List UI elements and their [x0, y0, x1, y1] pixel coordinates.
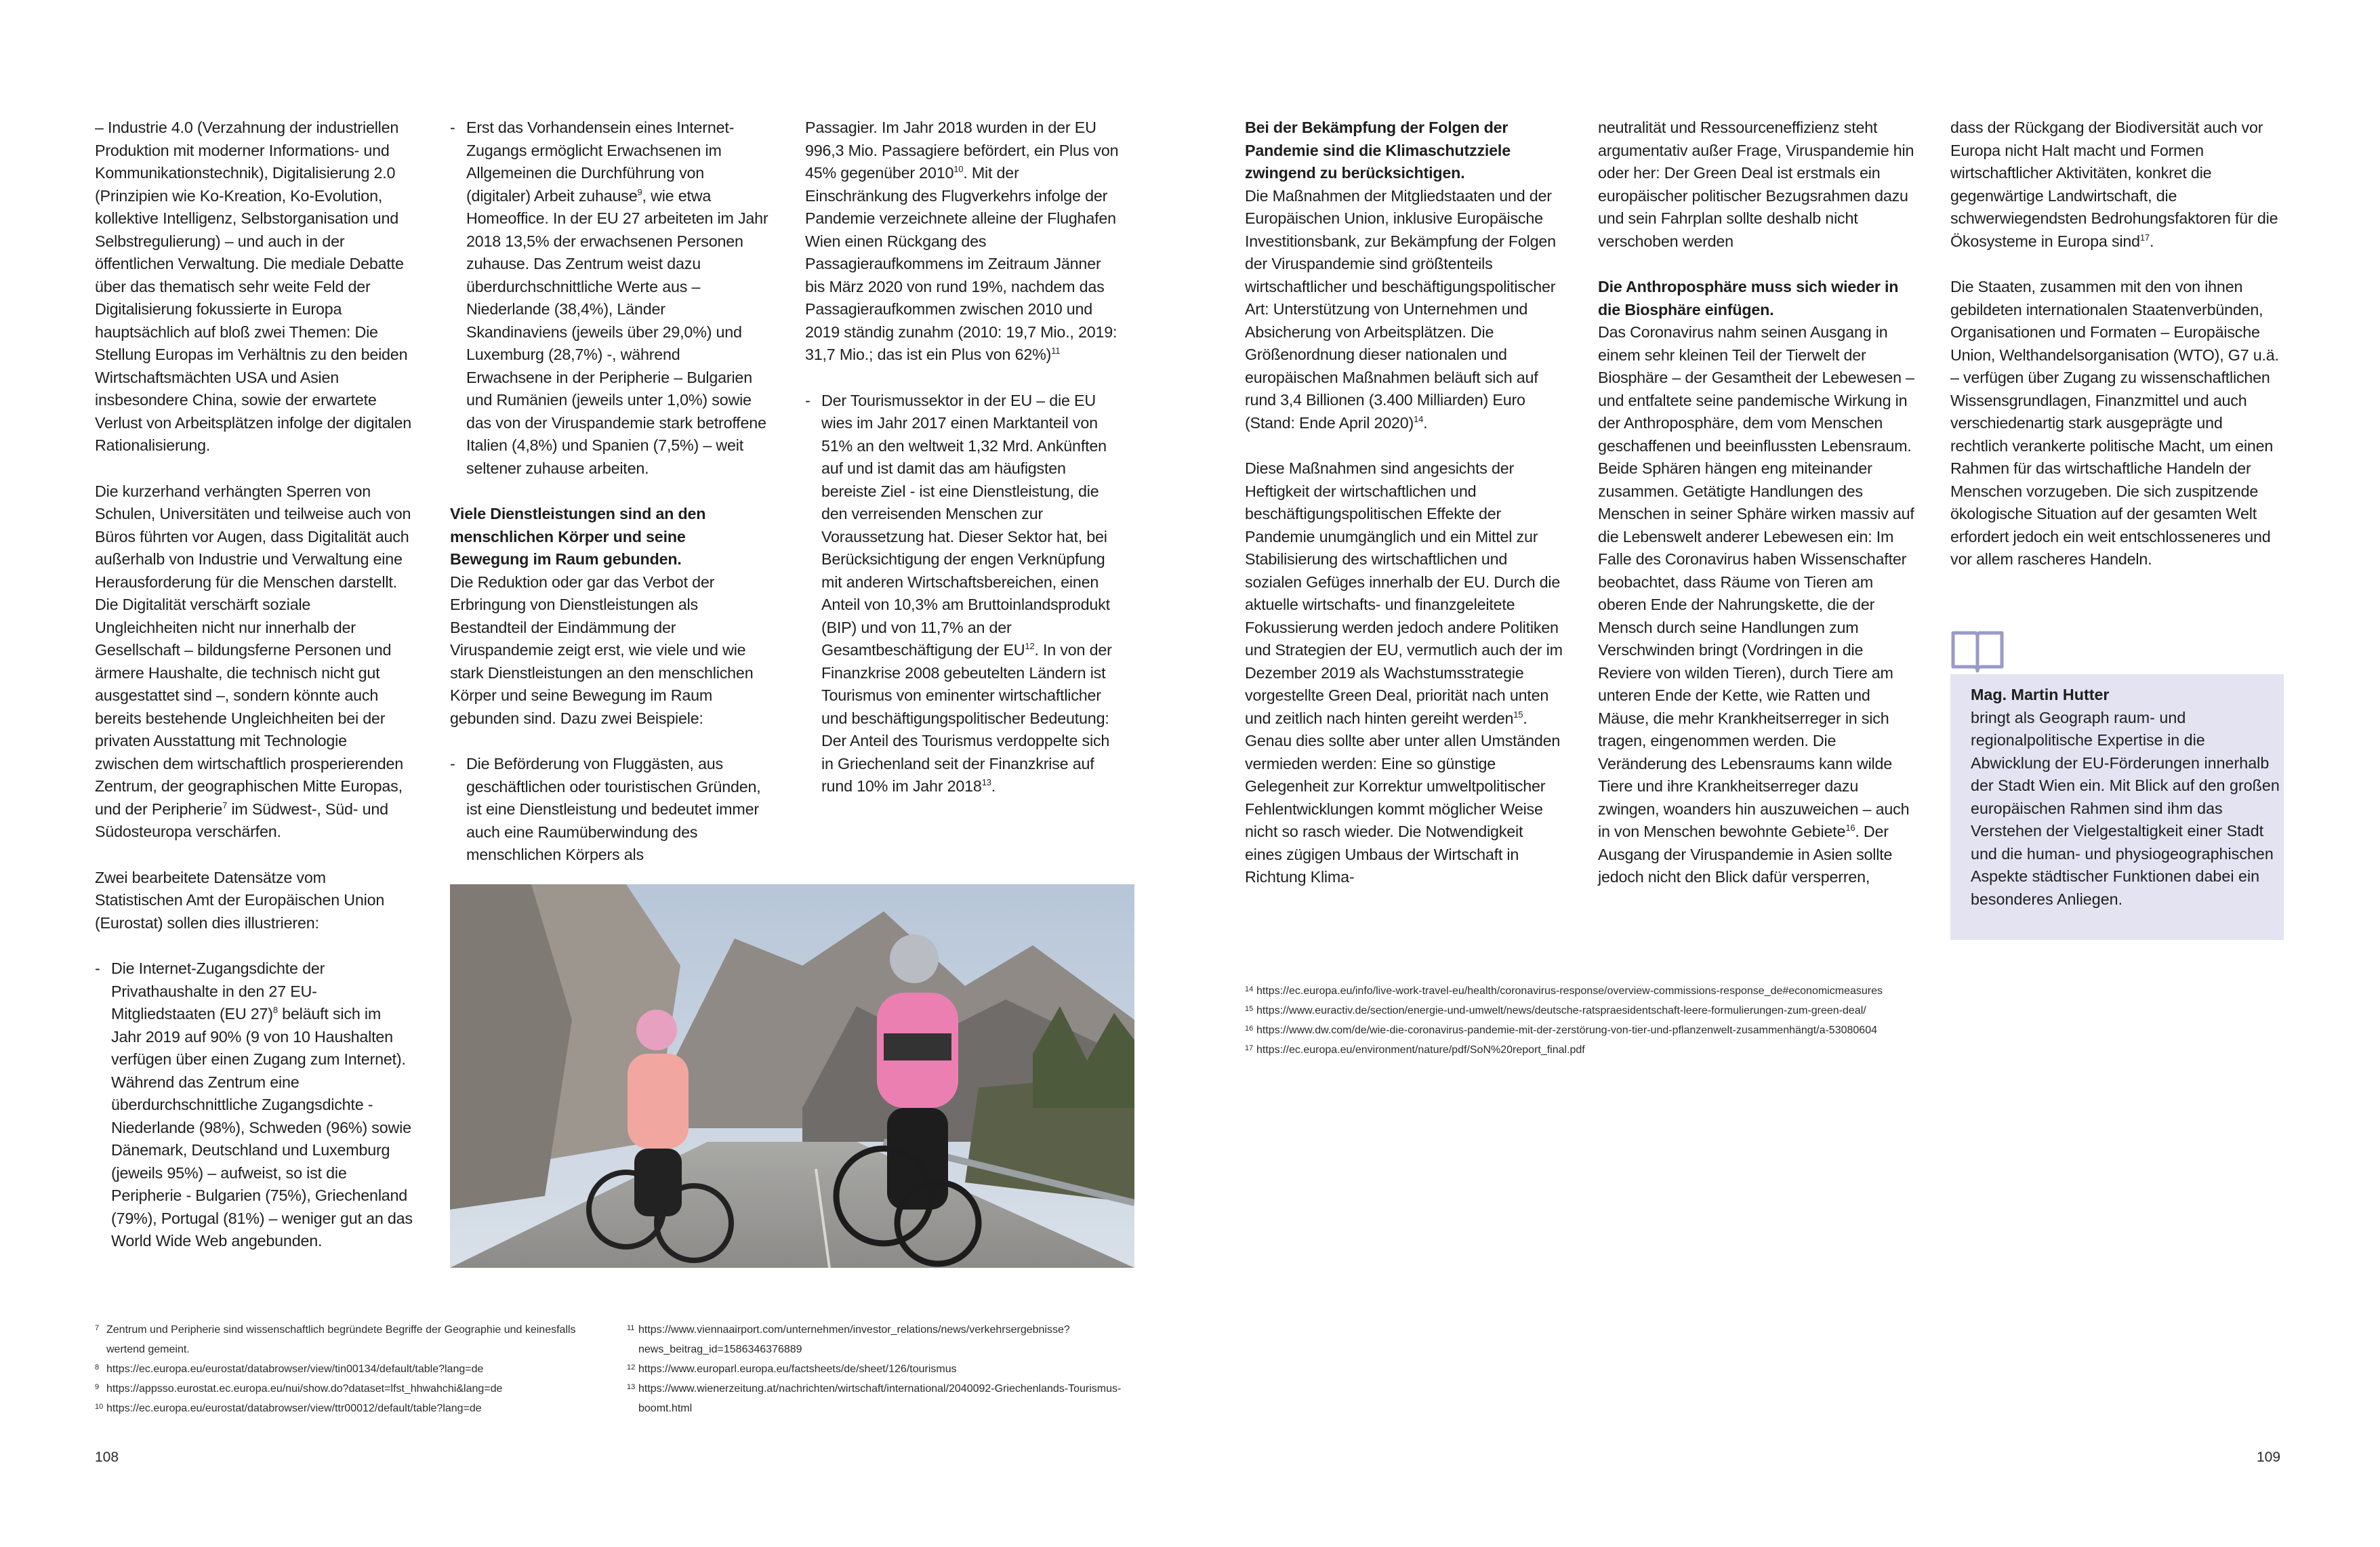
footnote: 14 https://ec.europa.eu/info/live-work-travel-eu/health/coronavirus-response/overview-commissions-response_de#economicmeasures: [1245, 985, 1883, 997]
footnote: 16 https://www.dw.com/de/wie-die-coronavirus-pandemie-mit-der-zerstörung-von-tier-und-pflanzenwelt-zusammenhängt/a-53080604: [1245, 1025, 1877, 1036]
page-number: 108: [95, 1449, 119, 1465]
author-bio-box: [1950, 674, 2284, 940]
paragraph: Die Staaten, zusammen mit den von ihnen gebildeten internationalen Staatenverbünden, Organisationen und Formaten – Europäische Union, Welthandelsorganisation (WTO), G7 u.ä. – verfügen über Zugang zu wissenschaftlichen Wissensgrundlagen, Finanzmittel und auch verschiedenartig stark ausgeprägte und rechtlich verankerte politische Macht, um einen Rahmen für das wirtschaftliche Handeln der Menschen vorzugeben. Die sich zuspitzende ökologische Situation auf der gesamten Welt erfordert jedoch ein weit entschlosseneres und vor allem rascheres Handeln.: [1950, 278, 2279, 568]
section-heading: Bei der Bekämpfung der Folgen der Pandemie sind die Klimaschutzziele zwingend zu berücksichtigen.: [1245, 119, 1511, 182]
left-column-3: [805, 117, 1124, 821]
paragraph: Die Reduktion oder gar das Verbot der Erbringung von Dienstleistungen als Bestandteil der Eindämmung der Viruspandemie zeigt erst, wie viele und wie stark Dienstleistungen an den menschlichen Körper und seine Bewegung im Raum gebunden sind. Dazu zwei Beispiele:: [450, 573, 754, 727]
author-bio-text: bringt als Geograph raum- und regionalpolitische Expertise in die Abwicklung der EU-Förderungen innerhalb der Stadt Wien ein. Mit Blick auf den großen europäischen Rahmen sind ihm das Verstehen der Vielgestaltigkeit einer Stadt und die human- und physiogeographischen Aspekte städtischer Funktionen dabei ein besonderes Anliegen.: [1971, 708, 2280, 908]
paragraph: Das Coronavirus nahm seinen Ausgang in einem sehr kleinen Teil der Tierwelt der Biosphäre – der Gesamtheit der Lebewesen – und entfaltete seine pandemische Wirkung in der Anthroposphäre, dem vom Menschen geschaffenen und beeinflussten Lebensraum. Beide Sphären hängen eng miteinander zusammen. Getätigte Handlungen des Menschen in seiner Sphäre wirken massiv auf die Lebenswelt anderer Lebewesen ein: Im Falle des Coronavirus haben Wissenschafter beobachtet, dass Räume von Tieren am oberen Ende der Nahrungskette, die der Mensch durch seine Handlungen zum Verschwinden bringt (Vordringen in die Reviere von wilden Tieren), durch Tiere am unteren Ende der Kette, wie Ratten und Mäuse, die mehr Krankheitserreger in sich tragen, eingenommen werden. Die Veränderung des Lebensraums kann wilde Tiere und ihre Krankheitserreger dazu zwingen, woanders hin auszuweichen – auch in von Menschen bewohnte Gebiete$^{16}$. Der Ausgang der Viruspandemie in Asien sollte jedoch nicht den Blick dafür versperren,: [1598, 323, 1914, 886]
paragraph: Diese Maßnahmen sind angesichts der Heftigkeit der wirtschaftlichen und beschäftigungspolitischen Effekte der Pandemie unumgänglich und ein Mittel zur Stabilisierung des wirtschaftlichen und sozialen Gefüges innerhalb der EU. Durch die aktuelle wirtschafts- und finanzgeleitete Fokussierung werden jedoch andere Politiken und Strategien der EU, vermutlich auch der im Dezember 2019 als Wachstumsstrategie vorgestellte Green Deal, priorität nach unten und zeitlich nach hinten gereiht werden$^{15}$. Genau dies sollte aber unter allen Umständen vermieden werden: Eine so günstige Gelegenheit zur Korrektur umweltpolitischer Fehlentwicklungen kommt möglicher Weise nicht so rasch wieder. Die Notwendigkeit eines zügigen Umbaus der Wirtschaft in Richtung Klima-: [1245, 459, 1563, 886]
footnote: 12 https://www.europarl.europa.eu/factsheets/de/sheet/126/tourismus: [627, 1363, 957, 1375]
cyclists-image: [450, 884, 1134, 1268]
right-page: [1190, 0, 2380, 1547]
section-heading: Viele Dienstleistungen sind an den menschlichen Körper und seine Bewegung im Raum gebunden.: [450, 505, 706, 568]
paragraph: – Industrie 4.0 (Verzahnung der industriellen Produktion mit moderner Informations- und Kommunikationstechnik), Digitalisierung 2.0 (Prinzipien wie Ko-Kreation, Ko-Evolution, kollektive Intelligenz, Selbstorganisation und Selbstregulierung) – und auch in der öffentlichen Verwaltung. Die mediale Debatte über das thematisch sehr weite Feld der Digitalisierung fokussierte in Europa hauptsächlich auf bloß zwei Themen: Die Stellung Europas im Verhältnis zu den beiden Wirtschaftsmächten USA und Asien insbesondere China, sowie der erwartete Verlust von Arbeitsplätzen infolge der digitalen Rationalisierung.: [95, 119, 411, 454]
bullet-item: - Die Internet-Zugangsdichte der Privathaushalte in den 27 EU-Mitgliedstaaten (EU 27)$^8$ beläuft sich im Jahr 2019 auf 90% (9 von 10 Haushalten verfügen über einen Zugang zum Internet). Während das Zentrum eine überdurchschnittliche Zugangsdichte - Niederlande (98%), Schweden (96%) sowie Dänemark, Deutschland und Luxemburg (jeweils 95%) – aufweist, so ist die Peripherie - Bulgarien (75%), Griechenland (79%), Portugal (81%) – weniger gut an das World Wide Web angebunden.: [95, 960, 413, 1250]
bullet-item: - Der Tourismussektor in der EU – die EU wies im Jahr 2017 einen Marktanteil von 51% an den weltweit 1,32 Mrd. Ankünften auf und ist damit das am häufigsten bereiste Ziel - ist eine Dienstleistung, die den verreisenden Menschen zur Voraussetzung hat. Dieser Sektor hat, bei Berücksichtigung der engen Verknüpfung mit anderen Wirtschaftsbereichen, einen Anteil von 10,3% am Bruttoinlandsprodukt (BIP) und von 11,7% an der Gesamtbeschäftigung der EU$^{12}$. In von der Finanzkrise 2008 gebeutelten Ländern ist Tourismus von eminenter wirtschaftlicher und beschäftigungspolitischer Bedeutung: Der Anteil des Tourismus verdoppelte sich in Griechenland seit der Finanzkrise auf rund 10% im Jahr 2018$^{13}$.: [805, 391, 1112, 795]
paragraph: Passagier. Im Jahr 2018 wurden in der EU 996,3 Mio. Passagiere befördert, ein Plus von 45% gegenüber 2010$^{10}$. Mit der Einschränkung des Flugverkehrs infolge der Pandemie verzeichnete alleine der Flughafen Wien einen Rückgang des Passagieraufkommens im Zeitraum Jänner bis März 2020 von rund 19%, nachdem das Passagieraufkommen zwischen 2010 und 2019 ständig zunahm (2010: 19,7 Mio., 2019: 31,7 Mio.; das ist ein Plus von 62%)$^{11}$: [805, 119, 1119, 363]
left-column-2: [450, 117, 768, 890]
right-column-1: [1245, 117, 1563, 912]
right-column-2: [1598, 117, 1916, 912]
bullet-item: - Erst das Vorhandensein eines Internet-Zugangs ermöglicht Erwachsenen im Allgemeinen die Durchführung von (digitaler) Arbeit zuhause$^9$, wie etwa Homeoffice. In der EU 27 arbeiteten im Jahr 2018 13,5% der erwachsenen Personen zuhause. Das Zentrum weist dazu überdurchschnittliche Werte aus – Niederlande (38,4%), Länder Skandinaviens (jeweils über 29,0%) und Luxemburg (28,7%) -, während Erwachsene in der Peripherie – Bulgarien und Rumänien (jeweils unter 1,0%) sowie das von der Viruspandemie stark betroffene Italien (4,8%) und Spanien (7,5%) – weit seltener zuhause arbeiten.: [450, 119, 768, 477]
bullet-item: - Die Beförderung von Fluggästen, aus geschäftlichen oder touristischen Gründen, ist eine Dienstleistung und bedeutet immer auch eine Raumüberwindung des menschlichen Körpers als: [450, 755, 761, 863]
page-number: 109: [2257, 1449, 2281, 1465]
footnote: 10 https://ec.europa.eu/eurostat/databrowser/view/ttr00012/default/table?lang=de: [95, 1403, 482, 1414]
section-heading: Die Anthroposphäre muss sich wieder in die Biosphäre einfügen.: [1598, 278, 1899, 318]
author-name: Mag. Martin Hutter: [1971, 686, 2110, 703]
footnote: 7 Zentrum und Peripherie sind wissenschaftlich begründete Begriffe der Geographie und keinesfalls wertend gemeint.: [95, 1324, 576, 1355]
footnotes-right-col: [627, 1320, 1142, 1418]
book-icon: [1950, 629, 2005, 674]
footnote: 13 https://www.wienerzeitung.at/nachrichten/wirtschaft/international/2040092-Griechenlands-Tourismus-boomt.html: [627, 1383, 1122, 1414]
footnote: 8 https://ec.europa.eu/eurostat/databrowser/view/tin00134/default/table?lang=de: [95, 1363, 484, 1375]
footnote: 17 https://ec.europa.eu/environment/nature/pdf/SoN%20report_final.pdf: [1245, 1044, 1585, 1056]
paragraph: Zwei bearbeitete Datensätze vom Statistischen Amt der Europäischen Union (Eurostat) sollen dies illustrieren:: [95, 868, 385, 932]
left-column-1: [95, 117, 413, 1276]
footnotes-right-page: [1245, 981, 2261, 1060]
paragraph: neutralität und Ressourceneffizienz steht argumentativ außer Frage, Viruspandemie hin oder her: Der Green Deal ist erstmals ein europäischer politischer Bezugsrahmen dazu und sein Fahrplan sollte deshalb nicht verschoben werden: [1598, 119, 1914, 250]
footnote: 15 https://www.euractiv.de/section/energie-und-umwelt/news/deutsche-ratspraesidentschaft-leere-formulierungen-zum-green-deal/: [1245, 1005, 1866, 1016]
footnote: 11 https://www.viennaairport.com/unternehmen/investor_relations/news/verkehrsergebnisse?news_beitrag_id=1586346376889: [627, 1324, 1070, 1355]
right-column-3: [1950, 117, 2284, 594]
paragraph: Die kurzerhand verhängten Sperren von Schulen, Universitäten und teilweise auch von Büros führten vor Augen, dass Digitalität auch außerhalb von Industrie und Verwaltung eine Herausforderung für die Menschen darstellt. Die Digitalität verschärft soziale Ungleichheiten nicht nur innerhalb der Gesellschaft – bildungsferne Personen und ärmere Haushalte, die technisch nicht gut ausgestattet sind –, sondern könnte auch bereits bestehende Ungleichheiten bei der privaten Ausstattung mit Technologie zwischen dem wirtschaftlich prosperierenden Zentrum, der geographischen Mitte Europas, und der Peripherie$^7$ im Südwest-, Süd- und Südosteuropa verschärfen.: [95, 482, 411, 840]
cyclists-photo: [450, 884, 1134, 1268]
paragraph: dass der Rückgang der Biodiversität auch vor Europa nicht Halt macht und Formen wirtschaftlicher Aktivitäten, konkret die gegenwärtige Landwirtschaft, die schwerwiegendsten Bedrohungsfaktoren für die Ökosysteme in Europa sind$^{17}$.: [1950, 119, 2278, 250]
footnotes-left: [95, 1320, 596, 1418]
paragraph: Die Maßnahmen der Mitgliedstaaten und der Europäischen Union, inklusive Europäische Investitionsbank, zur Bekämpfung der Folgen der Viruspandemie sind größtenteils wirtschaftlicher und beschäftigungspolitischer Art: Unterstützung von Unternehmen und Absicherung von Arbeitsplätzen. Die Größenordnung dieser nationalen und europäischen Maßnahmen beläuft sich auf rund 3,4 Billionen (3.400 Milliarden) Euro (Stand: Ende April 2020)$^{14}$.: [1245, 186, 1556, 432]
footnote: 9 https://appsso.eurostat.ec.europa.eu/nui/show.do?dataset=lfst_hhwahchi&lang=de: [95, 1383, 503, 1395]
